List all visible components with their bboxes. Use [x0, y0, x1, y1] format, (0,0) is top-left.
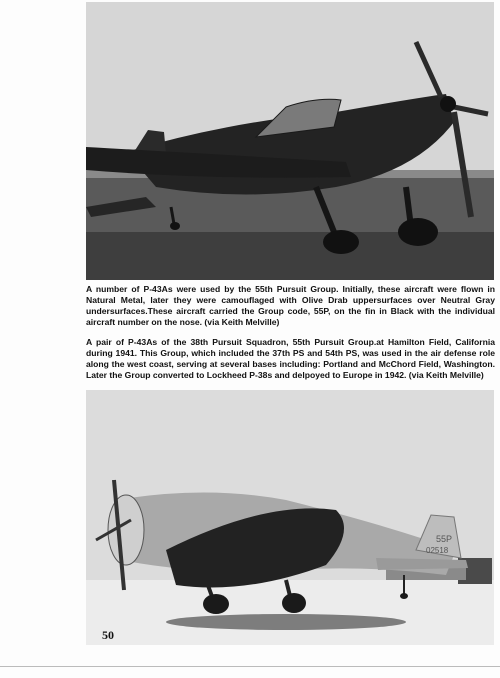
page-number: 50	[102, 628, 114, 642]
tail-serial-marking: 02518	[426, 546, 449, 555]
photo-p43a-hamilton-field-image	[86, 390, 494, 645]
photo-p43a-hamilton-field	[86, 390, 494, 645]
tail-code-marking: 55P	[436, 534, 453, 544]
photo-p43a-camouflaged-image	[86, 2, 494, 280]
caption-second-photo: A pair of P-43As of the 38th Pursuit Squadron, 55th Pursuit Group.at Hamilton Field, California during 1941. This Group, which included the 37th PS and 54th PS, was used in the air defense role along the west coast, serving at several bases including: Portland and McChord Field, Washington. Later the Group converted to Lockheed P-38s and delpoyed to Europe in 1942. (via Keith Melville)	[86, 337, 495, 380]
caption-first-photo: A number of P-43As were used by the 55th Pursuit Group. Initially, these aircraft were flown in Natural Metal, later they were camouflaged with Olive Drab uppersurfaces over Neutral Gray undersurfaces.These aircraft carried the Group code, 55P, on the fin in Black with the individual aircraft number on the nose. (via Keith Melville)	[86, 284, 495, 327]
photo-p43a-camouflaged	[86, 2, 494, 280]
page-edge-line	[0, 666, 500, 667]
